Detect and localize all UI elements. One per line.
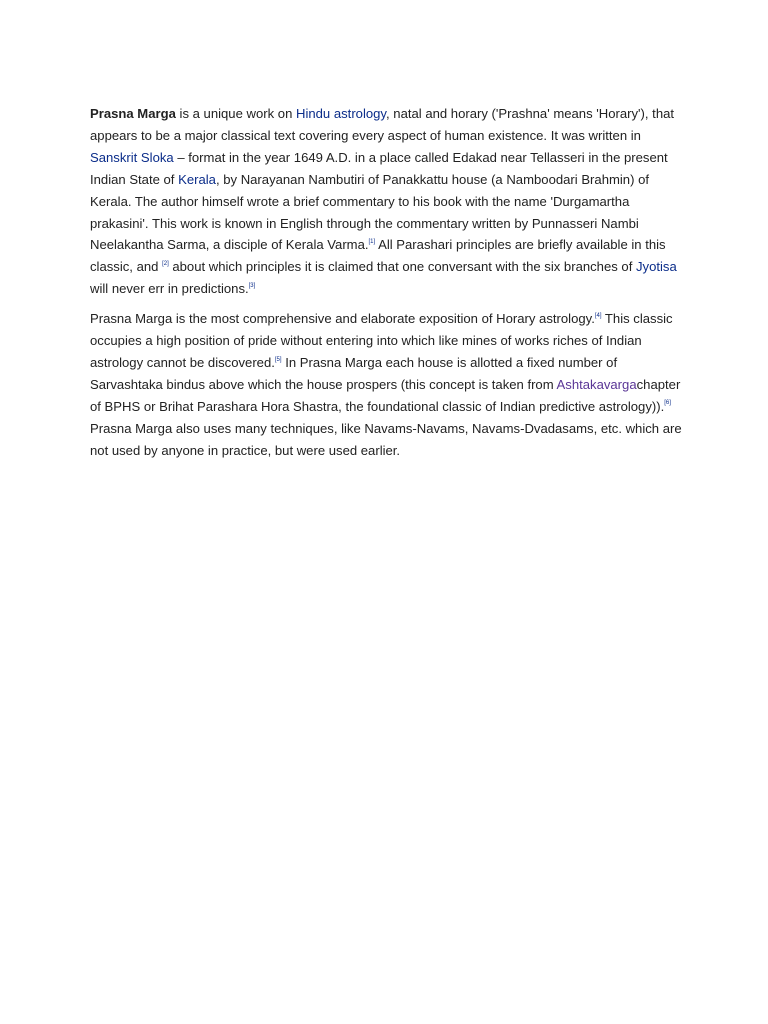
text-run: Prasna Marga is the most comprehensive and elaborate exposition of Horary astrology.: [90, 311, 595, 327]
reference-6[interactable]: [664, 400, 671, 406]
link-kerala[interactable]: Kerala: [178, 171, 216, 187]
reference-4[interactable]: [595, 313, 602, 319]
paragraph-2: [90, 308, 682, 461]
reference-6-link[interactable]: [6]: [664, 400, 671, 407]
link-hindu-astrology[interactable]: Hindu astrology: [296, 106, 387, 121]
reference-3[interactable]: [249, 283, 256, 289]
text-run: , by Narayanan Nambutiri of Panakkattu house (a Namboodari Brahmin) of Kerala. The author himself wrote a brief commentary to his book with the name 'Durgamartha prakasini'. This work is known in English through the commentary written by Punnasseri Nambi Neelakantha Sarma, a disciple of Kerala Varma.: [90, 171, 649, 253]
text-run: All Parashari principles are briefly available in this classic, and: [90, 237, 666, 275]
link-jyotisa[interactable]: Jyotisa: [636, 259, 677, 275]
reference-1[interactable]: [369, 239, 376, 245]
reference-2[interactable]: [162, 261, 169, 267]
text-run: In Prasna Marga each house is allotted a fixed number of Sarvashtaka bindus above which the house prospers (this concept is taken from: [90, 354, 618, 392]
text-run: is a unique work on: [175, 106, 296, 121]
paragraph-1: [90, 103, 682, 300]
text-run: Prasna Marga also uses many techniques, like Navams-Navams, Navams-Dvadasams, etc. which are not used by anyone in practice, but were used earlier.: [90, 420, 682, 458]
link-ashtakavarga[interactable]: Ashtakavarga: [556, 376, 637, 392]
text-run: This classic occupies a high position of pride without entering into which like mines of works riches of Indian astrology cannot be discovered.: [90, 311, 673, 370]
text-run: chapter of BPHS or Brihat Parashara Hora Shastra, the foundational classic of Indian predictive astrology)).: [90, 376, 681, 414]
reference-5[interactable]: [275, 357, 282, 363]
link-sanskrit-sloka[interactable]: Sanskrit Sloka: [90, 149, 174, 165]
reference-2-link[interactable]: [2]: [162, 260, 169, 267]
article-body: [90, 103, 682, 470]
reference-5-link[interactable]: [5]: [274, 356, 282, 363]
text-run: about which principles it is claimed that one conversant with the six branches of: [168, 259, 636, 275]
reference-1-link[interactable]: [1]: [368, 239, 376, 246]
reference-3-link[interactable]: [3]: [248, 282, 256, 289]
article-title-bold: Prasna Marga: [90, 106, 176, 121]
text-run: , natal and horary ('Prashna' means 'Horary'), that appears to be a major classical text covering every aspect of human existence. It was written in: [90, 106, 675, 143]
reference-4-link[interactable]: [4]: [594, 312, 602, 319]
text-run: will never err in predictions.: [90, 281, 249, 297]
text-run: – format in the year 1649 A.D. in a place called Edakad near Tellasseri in the present Indian State of: [90, 149, 668, 187]
